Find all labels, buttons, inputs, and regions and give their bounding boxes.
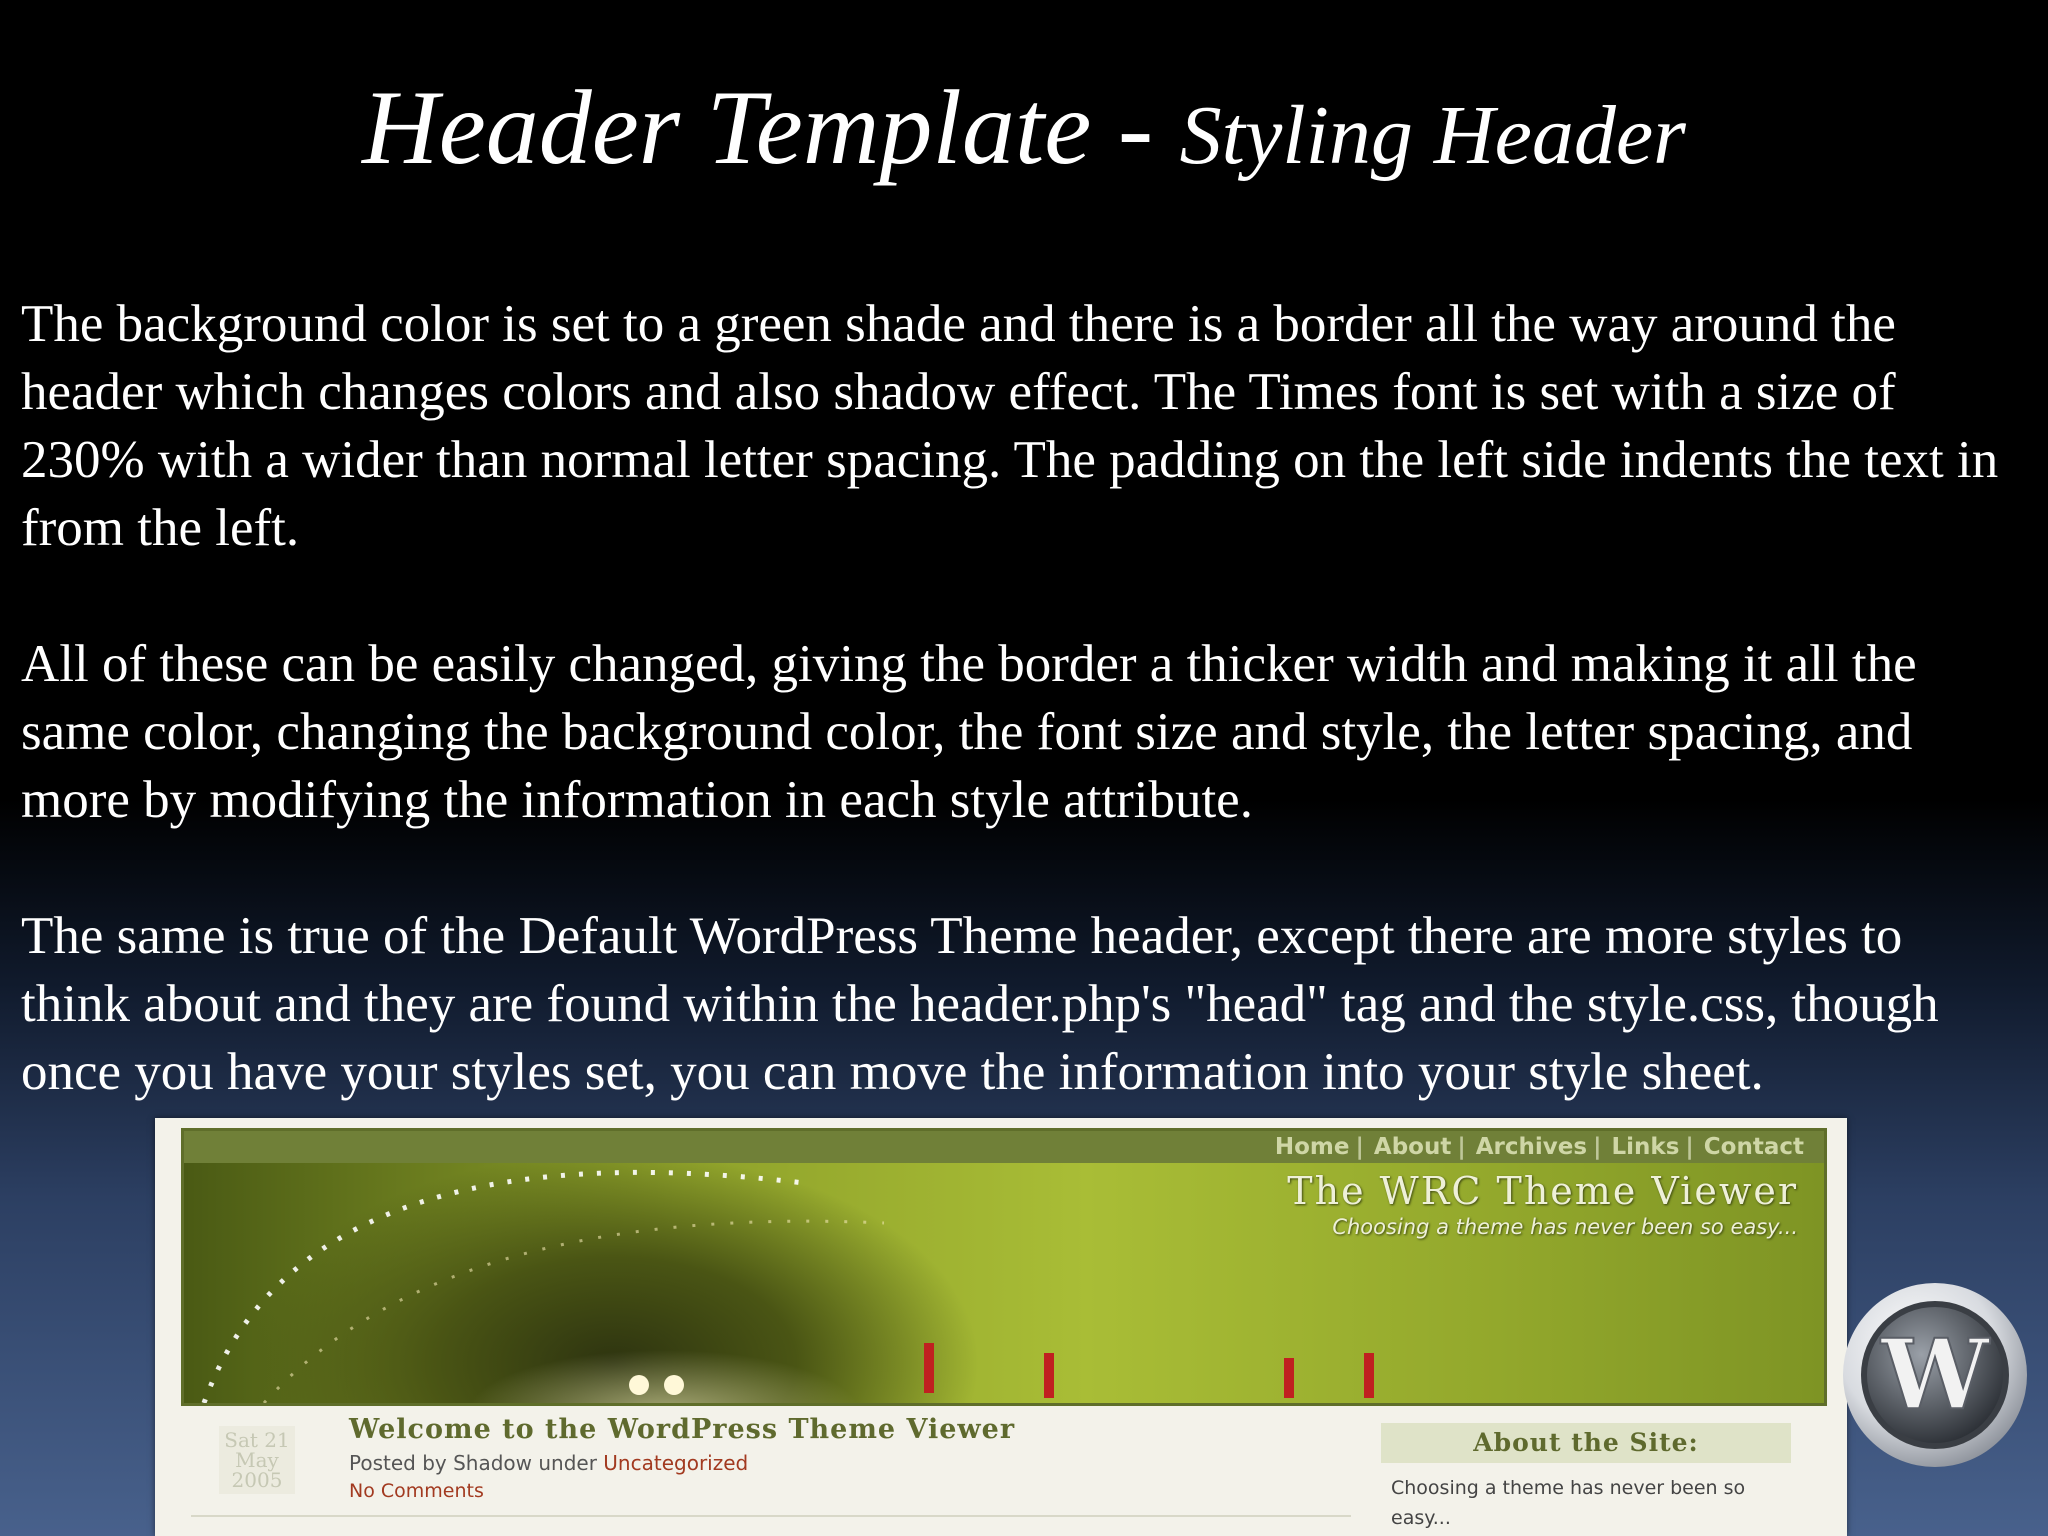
preview-banner-image — [184, 1163, 1824, 1403]
wordpress-logo-letter: W — [1881, 1318, 1989, 1431]
preview-nav-archives[interactable]: Archives — [1475, 1134, 1588, 1160]
preview-nav — [184, 1131, 1824, 1163]
theme-preview-screenshot — [155, 1118, 1847, 1536]
wordpress-logo-icon — [1840, 1280, 2030, 1470]
nav-separator: | — [1593, 1134, 1602, 1160]
nav-separator: | — [1355, 1134, 1364, 1160]
slide-title-main: Header Template - — [362, 69, 1180, 186]
post-meta-prefix: Posted by Shadow under — [349, 1451, 604, 1475]
preview-nav-home[interactable]: Home — [1274, 1134, 1350, 1160]
post-divider — [191, 1515, 1351, 1517]
slide-body — [21, 290, 2011, 1174]
post-category-link[interactable]: Uncategorized — [603, 1451, 749, 1475]
preview-post-meta — [349, 1451, 748, 1475]
preview-nav-about[interactable]: About — [1373, 1134, 1452, 1160]
body-paragraph: The background color is set to a green shade and there is a border all the way around the header which changes colors and also shadow effect. The Times font is set with a size of 230% with a wider than normal letter spacing. The padding on the left side indents the text in from the left. — [21, 295, 1999, 557]
preview-header — [181, 1128, 1827, 1406]
date-year: 2005 — [231, 1468, 283, 1492]
body-paragraph: All of these can be easily changed, giving the border a thicker width and making it all the same color, changing the background color, the font size and style, the letter spacing, and more by modifying the information in each style attribute. — [21, 635, 1917, 829]
preview-post-date — [219, 1426, 295, 1494]
preview-nav-links[interactable]: Links — [1611, 1134, 1680, 1160]
nav-separator: | — [1685, 1134, 1694, 1160]
preview-post-title[interactable]: Welcome to the WordPress Theme Viewer — [349, 1414, 1016, 1445]
preview-site-title[interactable]: The WRC Theme Viewer — [1287, 1169, 1798, 1213]
nav-separator: | — [1457, 1134, 1466, 1160]
slide-title-sub: Styling Header — [1179, 89, 1686, 182]
preview-site-tagline: Choosing a theme has never been so easy... — [1332, 1215, 1798, 1239]
date-month: May — [235, 1448, 279, 1472]
preview-nav-contact[interactable]: Contact — [1703, 1134, 1804, 1160]
date-day: Sat 21 — [224, 1428, 290, 1452]
slide-title — [0, 70, 2048, 187]
preview-sidebar — [1381, 1423, 1791, 1536]
body-paragraph: The same is true of the Default WordPress Theme header, except there are more styles to think about and they are found within the header.php's "head" tag and the style.css, though once you have your styles set, you can move the information into your style sheet. — [21, 907, 1939, 1101]
sidebar-heading: About the Site: — [1381, 1423, 1791, 1463]
post-comments-link[interactable]: No Comments — [349, 1480, 484, 1502]
sidebar-text: Choosing a theme has never been so easy... — [1391, 1477, 1746, 1529]
